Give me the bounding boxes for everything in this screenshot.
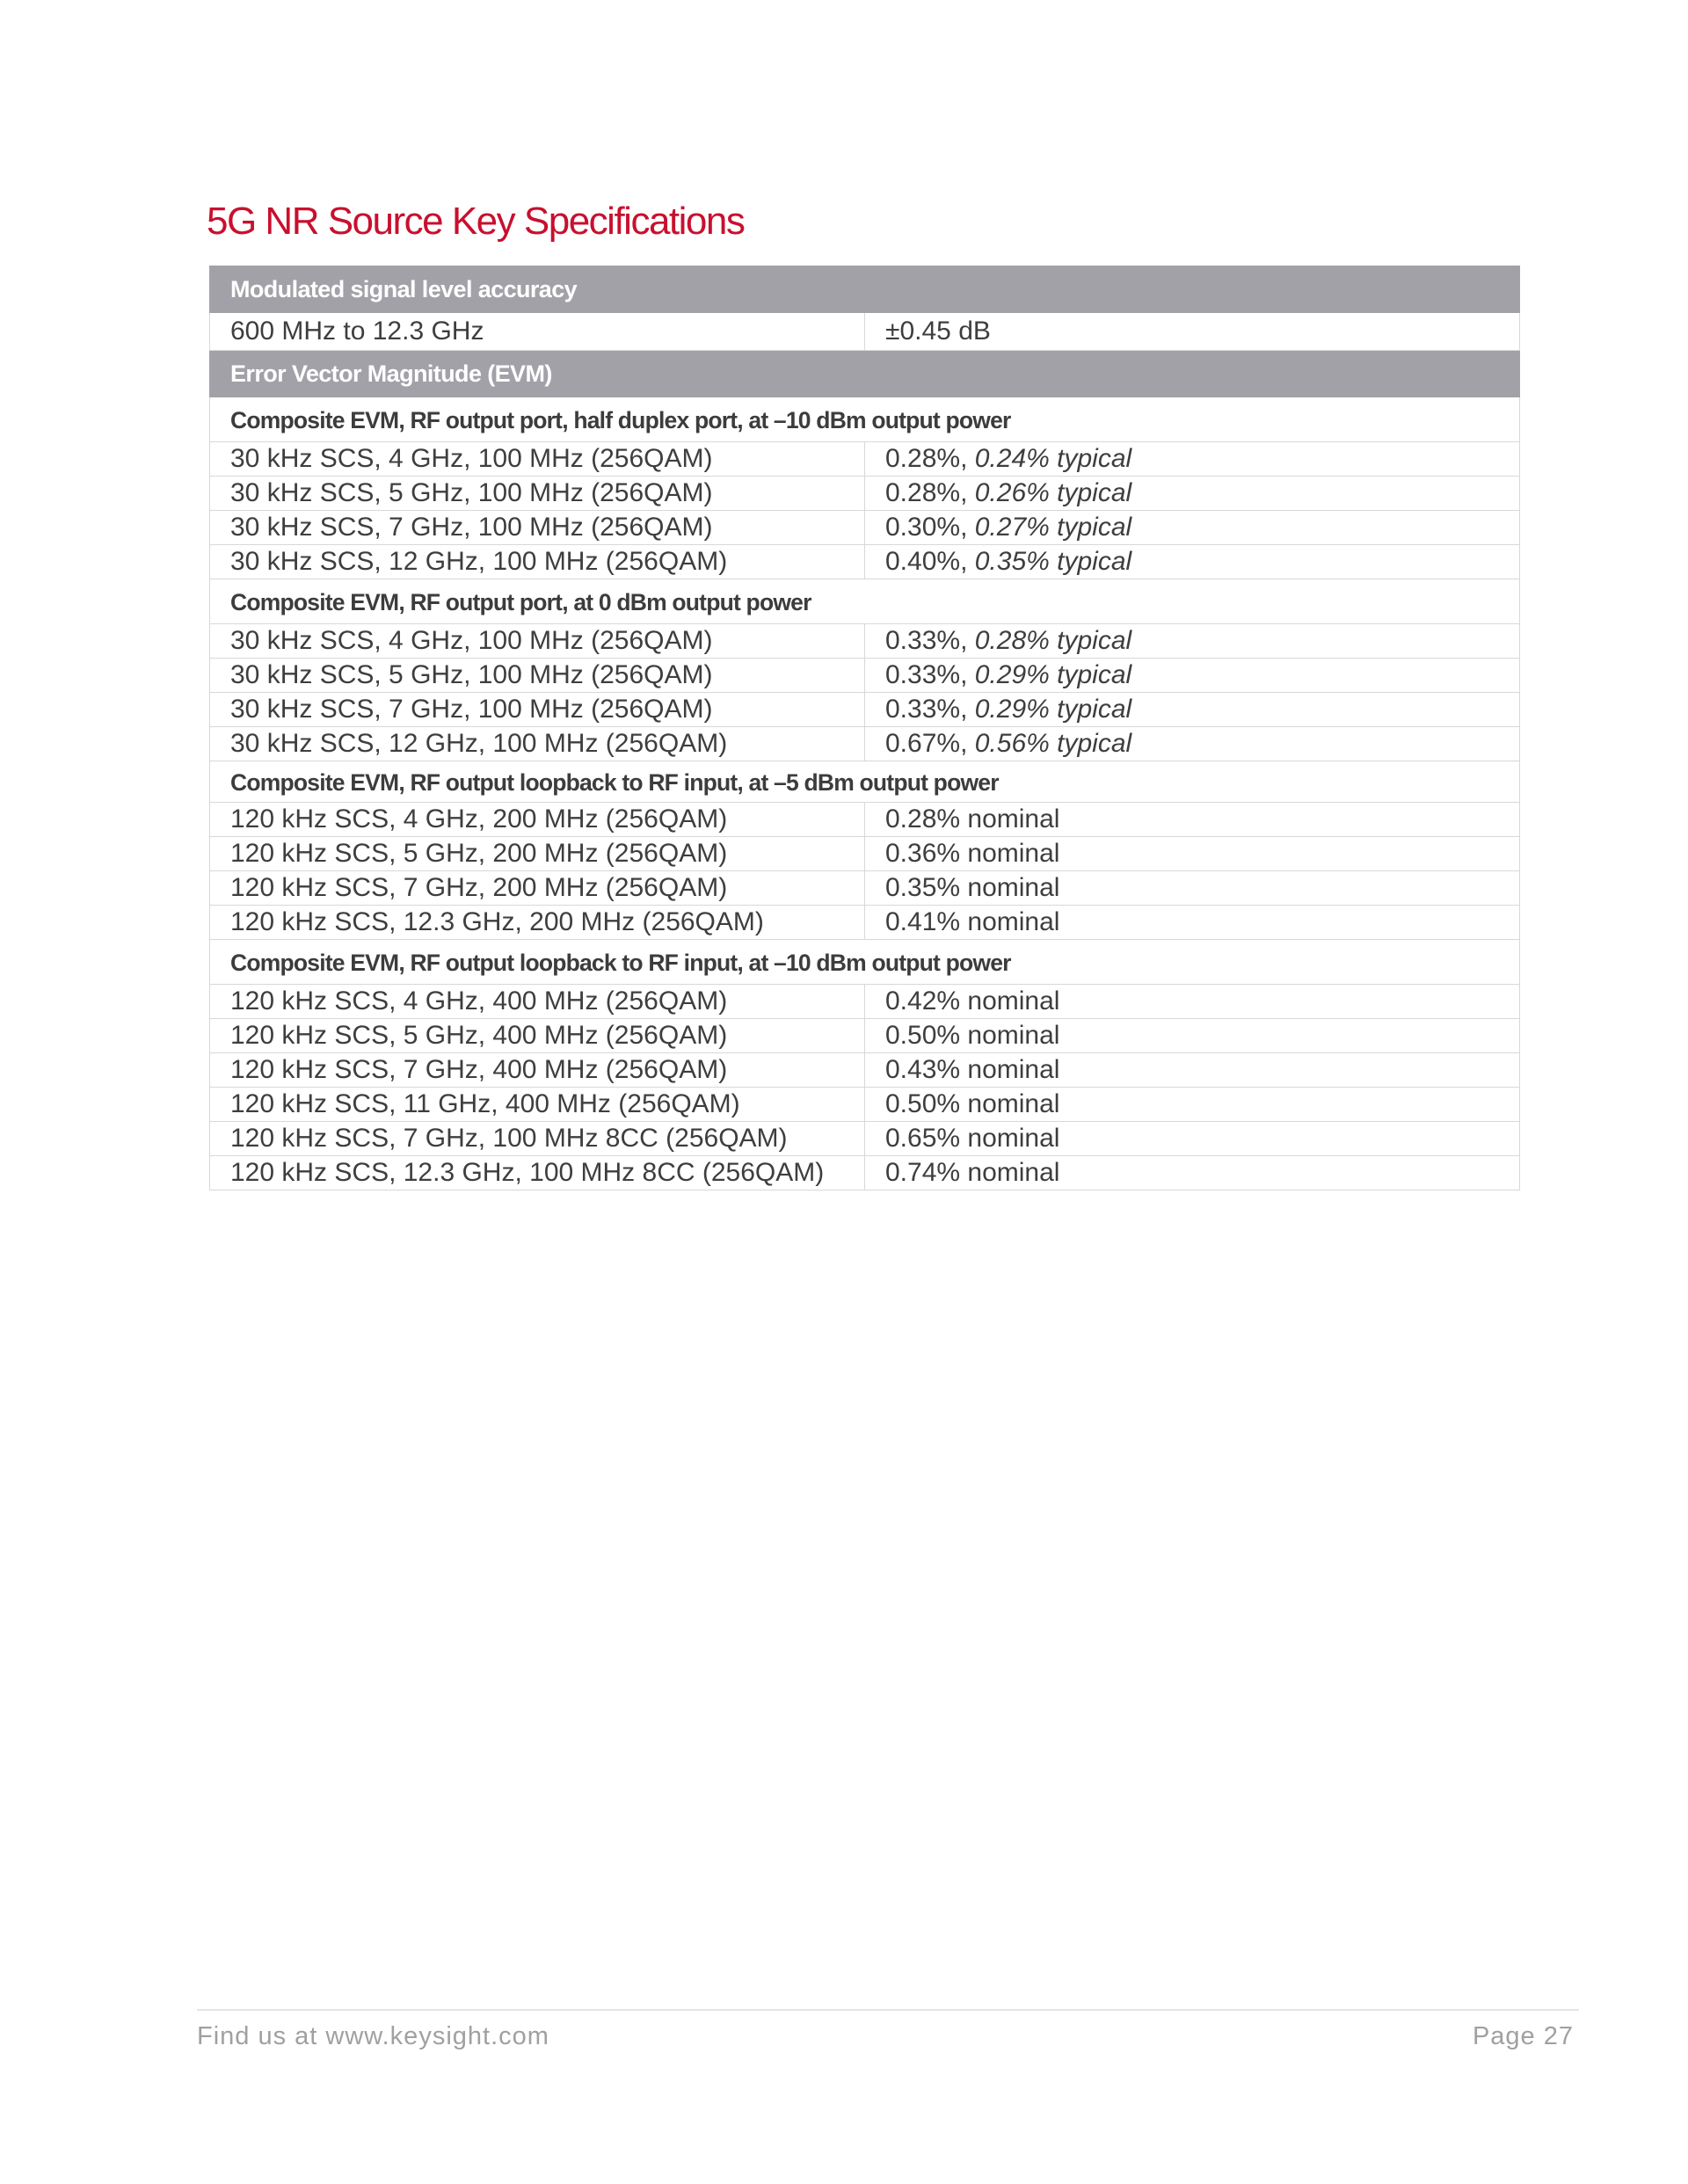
group-title-row xyxy=(210,579,1520,624)
section-header-row xyxy=(210,266,1520,313)
group-title: Composite EVM, RF output port, half duplex port, at –10 dBm output power xyxy=(210,397,1520,442)
page-title: 5G NR Source Key Specifications xyxy=(207,200,745,243)
typical-value: 0.35% typical xyxy=(974,547,1132,576)
evm-section-header: Error Vector Magnitude (EVM) xyxy=(210,351,1520,397)
table-row xyxy=(210,1019,1520,1053)
value-cell xyxy=(865,545,1520,579)
typical-value: 0.28% typical xyxy=(974,626,1132,655)
group-title: Composite EVM, RF output port, at 0 dBm output power xyxy=(210,579,1520,624)
condition-cell: 30 kHz SCS, 7 GHz, 100 MHz (256QAM) xyxy=(210,511,865,545)
spec-value: 0.40%, xyxy=(885,547,968,576)
value-cell: 0.42% nominal xyxy=(865,985,1520,1019)
value-cell: 0.50% nominal xyxy=(865,1088,1520,1122)
condition-cell: 30 kHz SCS, 7 GHz, 100 MHz (256QAM) xyxy=(210,693,865,727)
value-cell xyxy=(865,693,1520,727)
table-row xyxy=(210,545,1520,579)
condition-cell: 120 kHz SCS, 4 GHz, 400 MHz (256QAM) xyxy=(210,985,865,1019)
value-cell xyxy=(865,659,1520,693)
table-row xyxy=(210,693,1520,727)
value-cell xyxy=(865,624,1520,659)
table-row xyxy=(210,1053,1520,1088)
typical-value: 0.24% typical xyxy=(974,444,1132,473)
section-header-row xyxy=(210,351,1520,397)
table-row xyxy=(210,803,1520,837)
table-row xyxy=(210,511,1520,545)
table-row xyxy=(210,313,1520,351)
condition-cell: 600 MHz to 12.3 GHz xyxy=(210,313,865,351)
group-title: Composite EVM, RF output loopback to RF input, at –5 dBm output power xyxy=(210,761,1520,803)
page-number: Page 27 xyxy=(1472,2022,1574,2050)
condition-cell: 120 kHz SCS, 7 GHz, 400 MHz (256QAM) xyxy=(210,1053,865,1088)
typical-value: 0.56% typical xyxy=(974,729,1132,758)
table-row xyxy=(210,985,1520,1019)
condition-cell: 120 kHz SCS, 4 GHz, 200 MHz (256QAM) xyxy=(210,803,865,837)
accuracy-section-header: Modulated signal level accuracy xyxy=(210,266,1520,313)
spec-value: 0.67%, xyxy=(885,729,968,758)
spec-value: 0.33%, xyxy=(885,660,968,689)
table-row xyxy=(210,1088,1520,1122)
condition-cell: 120 kHz SCS, 5 GHz, 200 MHz (256QAM) xyxy=(210,837,865,871)
group-title-row xyxy=(210,940,1520,985)
table-row xyxy=(210,1156,1520,1190)
value-cell: 0.74% nominal xyxy=(865,1156,1520,1190)
value-cell: 0.50% nominal xyxy=(865,1019,1520,1053)
table-row xyxy=(210,477,1520,511)
value-cell: 0.35% nominal xyxy=(865,871,1520,906)
value-cell: ±0.45 dB xyxy=(865,313,1520,351)
condition-cell: 30 kHz SCS, 4 GHz, 100 MHz (256QAM) xyxy=(210,624,865,659)
spec-value: 0.30%, xyxy=(885,513,968,542)
table-row xyxy=(210,624,1520,659)
value-cell: 0.28% nominal xyxy=(865,803,1520,837)
spec-value: 0.33%, xyxy=(885,626,968,655)
group-title: Composite EVM, RF output loopback to RF input, at –10 dBm output power xyxy=(210,940,1520,985)
value-cell xyxy=(865,477,1520,511)
condition-cell: 30 kHz SCS, 5 GHz, 100 MHz (256QAM) xyxy=(210,477,865,511)
condition-cell: 120 kHz SCS, 12.3 GHz, 200 MHz (256QAM) xyxy=(210,906,865,940)
value-cell xyxy=(865,727,1520,761)
table-row xyxy=(210,727,1520,761)
table-row xyxy=(210,837,1520,871)
footer-website: Find us at www.keysight.com xyxy=(197,2022,549,2050)
typical-value: 0.27% typical xyxy=(974,513,1132,542)
condition-cell: 30 kHz SCS, 12 GHz, 100 MHz (256QAM) xyxy=(210,545,865,579)
table-row xyxy=(210,659,1520,693)
spec-value: 0.28%, xyxy=(885,444,968,473)
condition-cell: 120 kHz SCS, 5 GHz, 400 MHz (256QAM) xyxy=(210,1019,865,1053)
value-cell: 0.43% nominal xyxy=(865,1053,1520,1088)
table-row xyxy=(210,871,1520,906)
condition-cell: 120 kHz SCS, 7 GHz, 200 MHz (256QAM) xyxy=(210,871,865,906)
typical-value: 0.29% typical xyxy=(974,695,1132,724)
value-cell: 0.65% nominal xyxy=(865,1122,1520,1156)
value-cell xyxy=(865,511,1520,545)
spec-value: 0.33%, xyxy=(885,695,968,724)
table-row xyxy=(210,442,1520,477)
value-cell: 0.36% nominal xyxy=(865,837,1520,871)
footer-divider xyxy=(197,2009,1579,2011)
value-cell: 0.41% nominal xyxy=(865,906,1520,940)
spec-table xyxy=(209,266,1520,1190)
condition-cell: 30 kHz SCS, 12 GHz, 100 MHz (256QAM) xyxy=(210,727,865,761)
condition-cell: 120 kHz SCS, 11 GHz, 400 MHz (256QAM) xyxy=(210,1088,865,1122)
group-title-row xyxy=(210,397,1520,442)
condition-cell: 30 kHz SCS, 4 GHz, 100 MHz (256QAM) xyxy=(210,442,865,477)
condition-cell: 120 kHz SCS, 7 GHz, 100 MHz 8CC (256QAM) xyxy=(210,1122,865,1156)
condition-cell: 120 kHz SCS, 12.3 GHz, 100 MHz 8CC (256QAM) xyxy=(210,1156,865,1190)
value-cell xyxy=(865,442,1520,477)
table-row xyxy=(210,906,1520,940)
group-title-row xyxy=(210,761,1520,803)
table-row xyxy=(210,1122,1520,1156)
typical-value: 0.26% typical xyxy=(974,478,1132,507)
spec-value: 0.28%, xyxy=(885,478,968,507)
typical-value: 0.29% typical xyxy=(974,660,1132,689)
condition-cell: 30 kHz SCS, 5 GHz, 100 MHz (256QAM) xyxy=(210,659,865,693)
